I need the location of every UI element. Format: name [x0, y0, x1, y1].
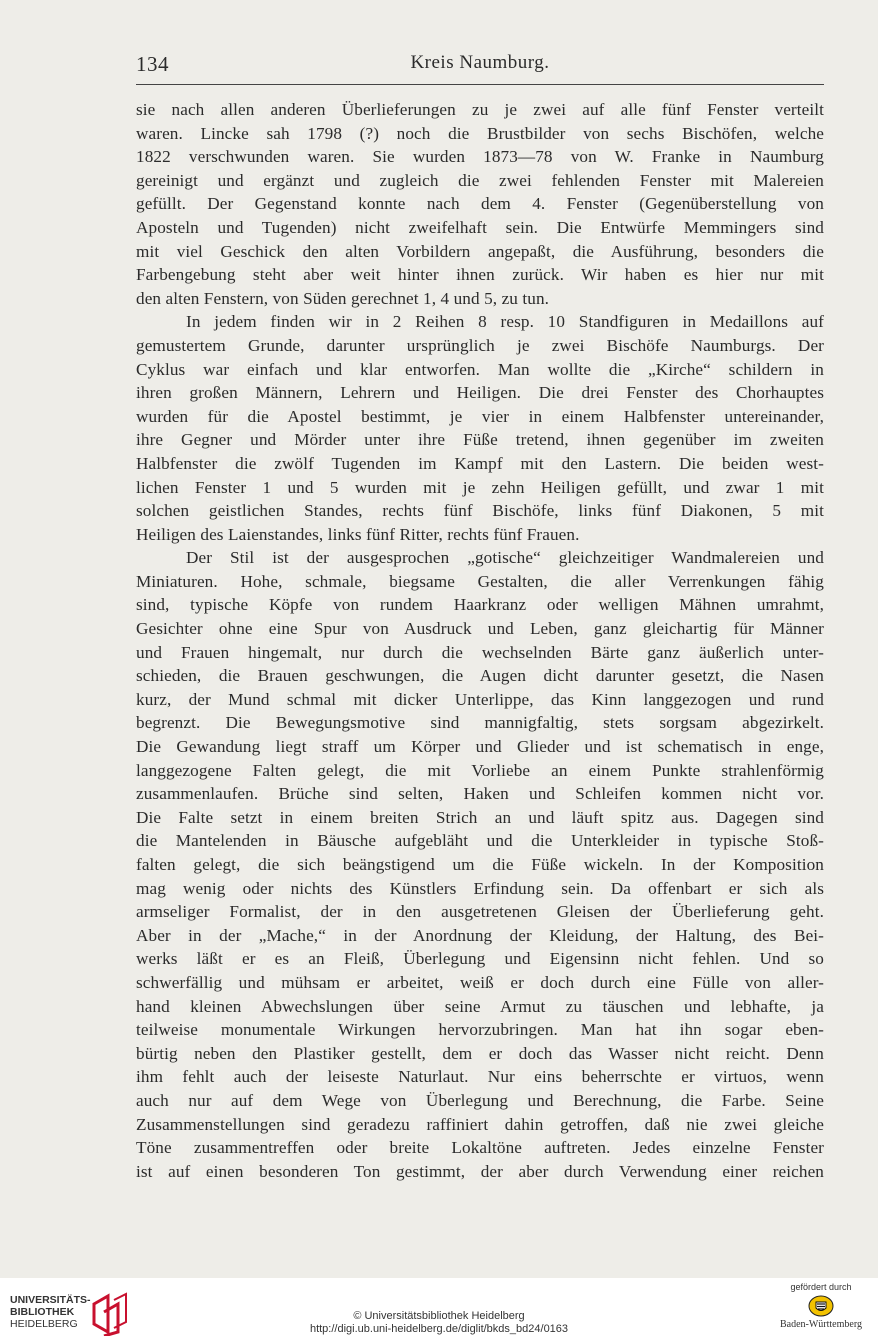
- page-header: [136, 52, 824, 80]
- permalink[interactable]: http://digi.ub.uni-heidelberg.de/diglit/bkds_bd24/0163: [309, 1323, 569, 1335]
- funding-credit: [776, 1282, 866, 1330]
- text-line: 1822 verschwunden waren. Sie wurden 1873—78 von W. Franke in Naumburg: [136, 147, 824, 167]
- text-line: teilweise monumentale Wirkungen hervorzubringen. Man hat ihn sogar eben-: [136, 1020, 824, 1040]
- running-title: Kreis Naumburg.: [410, 52, 550, 73]
- text-line: werks läßt er es an Fleiß, Überlegung und Eigensinn nicht fehlen. Und so: [136, 949, 824, 969]
- text-line: begrenzt. Die Bewegungsmotive sind mannigfaltig, stets sorgsam abgezirkelt.: [136, 713, 824, 733]
- text-line: gereinigt und ergänzt und zugleich die zwei fehlenden Fenster mit Malereien: [136, 170, 824, 190]
- text-line: wurden für die Apostel bestimmt, je vier in einem Halbfenster untereinander,: [136, 406, 824, 426]
- library-name-line: HEIDELBERG: [10, 1318, 78, 1330]
- text-line: langgezogene Falten gelegt, die mit Vorliebe an einem Punkte strahlenförmig: [136, 760, 824, 780]
- copyright-text: © Universitätsbibliothek Heidelberg: [353, 1310, 525, 1322]
- funded-by-label: gefördert durch: [790, 1282, 852, 1292]
- text-line: sind, typische Köpfe von rundem Haarkranz oder welligen Mähnen umrahmt,: [136, 595, 824, 615]
- text-line: und Frauen hingemalt, nur durch die wechselnden Bärte ganz äußerlich unter-: [136, 642, 824, 662]
- text-line: ihm fehlt auch der leiseste Naturlaut. Nur eins beherrschte er virtuos, wenn: [136, 1067, 824, 1087]
- text-line: gefüllt. Der Gegenstand konnte nach dem 4. Fenster (Gegenüberstellung von: [136, 194, 824, 214]
- text-line: hand kleinen Abwechslungen über seine Armut zu täuschen und lebhafte, ja: [136, 996, 824, 1016]
- copyright-notice: [0, 1310, 878, 1336]
- text-line: Heiligen des Laienstandes, links fünf Ritter, rechts fünf Frauen.: [136, 524, 580, 544]
- text-line: armseliger Formalist, der in den ausgetretenen Gleisen der Überlieferung geht.: [136, 902, 824, 922]
- text-line: falten gelegt, die sich beängstigend um die Füße wickeln. In der Komposition: [136, 855, 824, 874]
- text-line: Aber in der „Mache,“ in der Anordnung der Kleidung, der Haltung, des Bei-: [136, 925, 824, 945]
- text-line: schwerfällig und mühsam er arbeitet, weiß er doch durch eine Fülle von aller-: [136, 972, 824, 992]
- text-line: bürtig neben den Plastiker gestellt, dem er doch das Wasser nicht reicht. Denn: [136, 1043, 824, 1063]
- text-line: waren. Lincke sah 1798 (?) noch die Brustbilder von sechs Bischöfen, welche: [136, 123, 824, 143]
- body-text: [136, 98, 824, 1183]
- text-line: Die Falte setzt in einem breiten Strich an und läuft spitz aus. Dagegen sind: [136, 807, 824, 827]
- text-line: schieden, die Brauen geschwungen, die Augen dicht darunter gesetzt, die Nasen: [136, 666, 824, 686]
- text-line: In jedem finden wir in 2 Reihen 8 resp. 10 Standfiguren in Medaillons auf: [186, 312, 824, 332]
- footer-bar: [0, 1278, 878, 1343]
- library-name-line: UNIVERSITÄTS-: [10, 1294, 91, 1306]
- text-line: solchen geistlichen Standes, rechts fünf Bischöfe, links fünf Diakonen, 5 mit: [136, 501, 824, 521]
- text-line: zusammenlaufen. Brüche sind selten, Haken und Schleifen kommen nicht vor.: [136, 784, 824, 804]
- library-name-line: BIBLIOTHEK: [10, 1306, 75, 1318]
- text-line: Miniaturen. Hohe, schmale, biegsame Gestalten, die aller Verrenkungen fähig: [136, 571, 824, 591]
- text-line: auch nur auf dem Wege von Überlegung und Berechnung, die Farbe. Seine: [136, 1090, 824, 1110]
- text-line: Der Stil ist der ausgesprochen „gotische“ gleichzeitiger Wandmalereien und: [186, 548, 824, 568]
- text-line: sie nach allen anderen Überlieferungen zu je zwei auf alle fünf Fenster verteilt: [136, 100, 824, 119]
- text-line: Aposteln und Tugenden) nicht zweifelhaft sein. Die Entwürfe Memmingers sind: [136, 217, 824, 237]
- text-line: gemustertem Grunde, darunter ursprünglich je zwei Bischöfe Naumburgs. Der: [136, 335, 824, 355]
- text-line: Gesichter ohne eine Spur von Ausdruck und Leben, ganz gleichartig für Männer: [136, 619, 824, 639]
- page-number: 134: [136, 52, 169, 76]
- state-coat-of-arms-icon: [808, 1295, 834, 1317]
- text-line: kurz, der Mund schmal mit dicker Unterlippe, das Kinn langgezogen und rund: [136, 689, 824, 709]
- text-line: ihren großen Männern, Lehrern und Heiligen. Die drei Fenster des Chorhauptes: [136, 383, 824, 403]
- header-rule: [136, 84, 824, 85]
- text-line: mag wenig oder nichts des Künstlers Erfindung sein. Da offenbart er sich als: [136, 878, 824, 898]
- text-line: lichen Fenster 1 und 5 wurden mit je zehn Heiligen gefüllt, und zwar 1 mit: [136, 477, 824, 497]
- text-line: die Mantelenden in Bäusche aufgebläht und die Unterkleider in typische Stoß-: [136, 831, 824, 851]
- text-line: Töne zusammentreffen oder breite Lokaltöne auftreten. Jedes einzelne Fenster: [136, 1138, 824, 1158]
- text-line: ist auf einen besonderen Ton gestimmt, der aber durch Verwendung einer reichen: [136, 1161, 824, 1181]
- text-line: ihre Gegner und Mörder unter ihre Füße tretend, ihnen gegenüber im zweiten: [136, 430, 824, 450]
- text-line: den alten Fenstern, von Süden gerechnet 1, 4 und 5, zu tun.: [136, 288, 550, 308]
- text-line: Halbfenster die zwölf Tugenden im Kampf mit den Lastern. Die beiden west-: [136, 453, 824, 473]
- text-line: Farbengebung steht aber weit hinter ihnen zurück. Wir haben es hier nur mit: [136, 265, 824, 285]
- text-line: mit viel Geschick den alten Vorbildern angepaßt, die Ausführung, besonders die: [136, 241, 824, 261]
- funder-name: Baden-Württemberg: [779, 1319, 862, 1330]
- text-line: Die Gewandung liegt straff um Körper und Glieder und ist schematisch in enge,: [136, 737, 824, 757]
- text-line: Zusammenstellungen sind geradezu raffiniert dahin getroffen, daß nie zwei gleiche: [136, 1114, 824, 1134]
- text-line: Cyklus war einfach und klar entworfen. Man wollte die „Kirche“ schildern in: [136, 359, 824, 379]
